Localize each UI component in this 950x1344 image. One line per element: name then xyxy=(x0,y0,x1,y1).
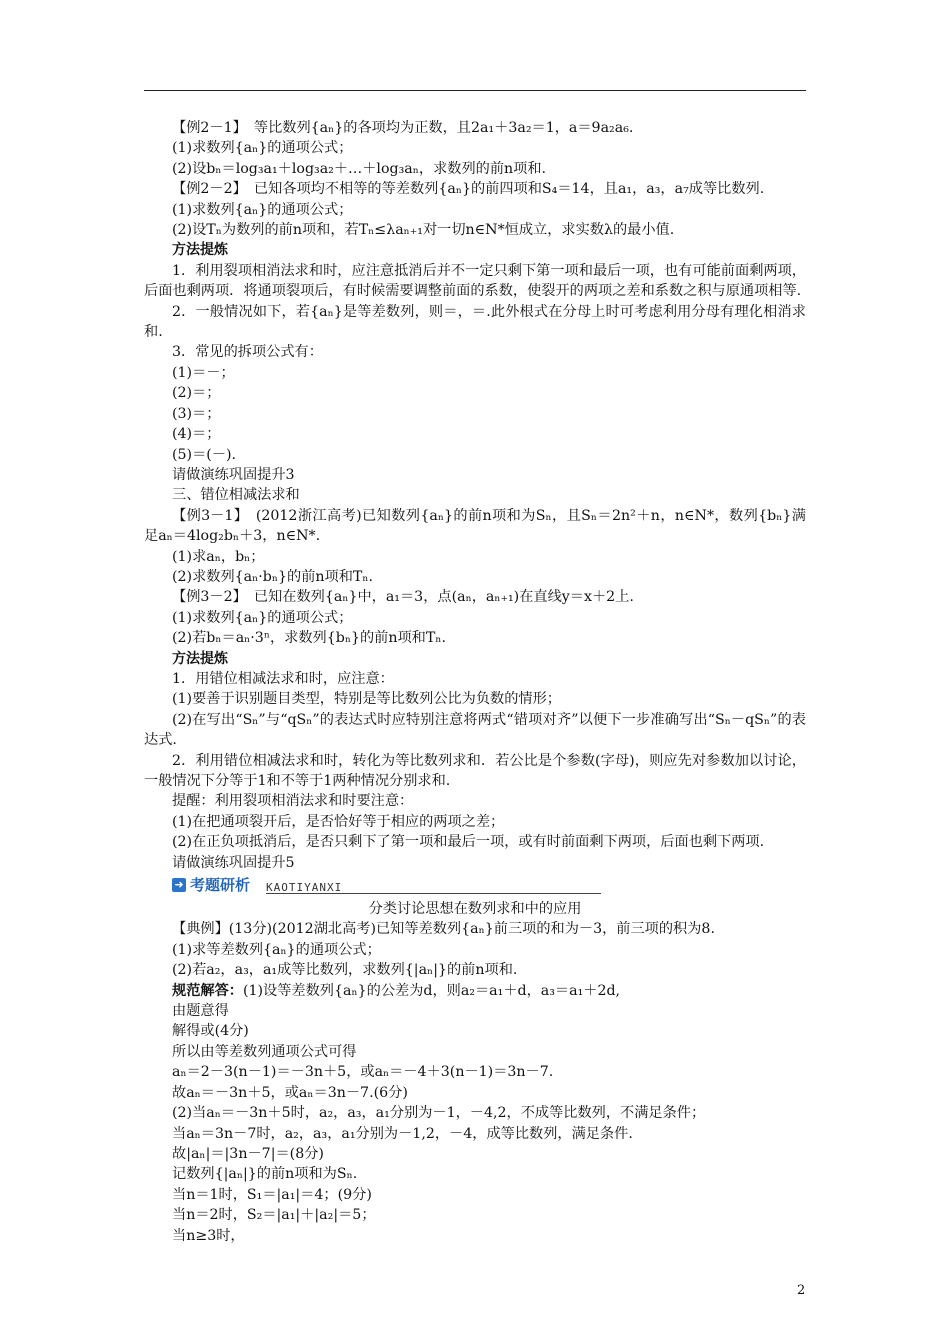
text-line: (5)＝(－). xyxy=(172,446,237,463)
banner-pinyin: KAOTIYANXI xyxy=(266,881,343,895)
text-line: (2)若bₙ＝aₙ·3ⁿ，求数列{bₙ}的前n项和Tₙ. xyxy=(172,630,446,647)
text-line: (1)在把通项裂开后，是否恰好等于相应的两项之差； xyxy=(172,813,505,830)
document-body xyxy=(144,118,806,1246)
text-line: 请做演练巩固提升5 xyxy=(172,854,295,871)
text-line: 2．一般情况如下，若{aₙ}是等差数列，则＝，＝.此外根式在分母上时可考虑利用分母有理化相消求和. xyxy=(144,303,806,341)
text-line: 1．利用裂项相消法求和时，应注意抵消后并不一定只剩下第一项和最后一项，也有可能前面剩两项，后面也剩两项．将通项裂项后，有时候需要调整前面的系数，使裂开的两项之差和系数之积与原通项相等. xyxy=(144,262,806,300)
text-line: 所以由等差数列通项公式可得 xyxy=(172,1043,357,1060)
answer-label: 规范解答： xyxy=(172,982,243,999)
text-line: (2)在写出“Sₙ”与“qSₙ”的表达式时应特别注意将两式“错项对齐”以便下一步准确写出“Sₙ－qSₙ”的表达式. xyxy=(144,711,806,749)
text-line: 故aₙ＝－3n＋5，或aₙ＝3n－7.(6分) xyxy=(172,1084,408,1101)
text-line: 【例3－1】 (2012浙江高考)已知数列{aₙ}的前n项和为Sₙ，且Sₙ＝2n²＋n，n∈N*，数列{bₙ}满足aₙ＝4log₂bₙ＋3，n∈N*. xyxy=(144,507,806,545)
text-line: (2)在正负项抵消后，是否只剩下了第一项和最后一项，或有时前面剩下两项，后面也剩下两项. xyxy=(172,834,765,851)
text-line: 当n＝1时，S₁＝|a₁|＝4；(9分) xyxy=(172,1186,372,1203)
text-line: 由题意得 xyxy=(172,1003,229,1020)
text-line: (2)求数列{aₙ·bₙ}的前n项和Tₙ. xyxy=(172,568,374,585)
text-line: (3)＝； xyxy=(172,405,221,422)
text-line: (2)＝； xyxy=(172,385,221,402)
text-line: (1)求aₙ，bₙ； xyxy=(172,548,265,565)
text-line: (2)当aₙ＝－3n＋5时，a₂，a₃，a₁分别为－1，－4,2，不成等比数列，不满足条件； xyxy=(172,1105,706,1122)
text-line: 解得或(4分) xyxy=(172,1023,249,1040)
text-line: (1)求数列{aₙ}的通项公式； xyxy=(172,201,353,218)
text-line: 当n＝2时，S₂＝|a₁|＋|a₂|＝5； xyxy=(172,1207,376,1224)
section-heading: 方法提炼 xyxy=(172,242,228,259)
text-line: 1．用错位相减法求和时，应注意： xyxy=(172,670,394,687)
text-line: 3．常见的拆项公式有： xyxy=(172,344,323,361)
text-line: 分类讨论思想在数列求和中的应用 xyxy=(368,901,582,918)
text-line: 故|aₙ|＝|3n－7|＝(8分) xyxy=(172,1145,324,1162)
text-line: 当aₙ＝3n－7时，a₂，a₃，a₁分别为－1,2，－4，成等比数列，满足条件. xyxy=(172,1125,633,1142)
text-line: 提醒：利用裂项相消法求和时要注意： xyxy=(172,793,414,810)
text-line: (2)设Tₙ为数列的前n项和，若Tₙ≤λaₙ₊₁对一切n∈N*恒成立，求实数λ的最小值. xyxy=(172,222,675,239)
arrow-icon: ➜ xyxy=(172,878,186,892)
text-line: 规范解答：(1)设等差数列{aₙ}的公差为d，则a₂＝a₁＋d，a₃＝a₁＋2d, xyxy=(172,982,621,999)
header-rule xyxy=(144,90,806,91)
text-line: 【例2－2】 已知各项均不相等的等差数列{aₙ}的前四项和S₄＝14，且a₁，a₃，a₇成等比数列. xyxy=(172,181,765,198)
text-line: 当n≥3时， xyxy=(172,1227,245,1244)
text-line: (4)＝； xyxy=(172,426,221,443)
text-line: aₙ＝2－3(n－1)＝－3n＋5，或aₙ＝－4＋3(n－1)＝3n－7. xyxy=(172,1064,554,1081)
banner-underline xyxy=(266,893,601,894)
text-line: (1)＝－； xyxy=(172,364,235,381)
text-line: (2)若a₂，a₃，a₁成等比数列，求数列{|aₙ|}的前n项和. xyxy=(172,962,518,979)
section-banner xyxy=(172,875,632,897)
text-line: (2)设bₙ＝log₃a₁＋log₃a₂＋…＋log₃aₙ，求数列的前n项和. xyxy=(172,160,547,177)
text-line: 【典例】(13分)(2012湖北高考)已知等差数列{aₙ}前三项的和为－3，前三项的积为8. xyxy=(172,921,715,938)
banner-title: 考题研析 xyxy=(190,876,251,895)
text-line: (1)求数列{aₙ}的通项公式； xyxy=(172,140,353,157)
text-line: 请做演练巩固提升3 xyxy=(172,466,295,483)
section-heading: 方法提炼 xyxy=(172,650,228,667)
text-line: (1)求数列{aₙ}的通项公式； xyxy=(172,609,353,626)
text-line: 三、错位相减法求和 xyxy=(172,487,300,504)
text-line: 记数列{|aₙ|}的前n项和为Sₙ. xyxy=(172,1166,358,1183)
text-line: 【例2－1】 等比数列{aₙ}的各项均为正数，且2a₁＋3a₂＝1，a＝9a₂a₆. xyxy=(172,120,634,136)
text-line: (1)求等差数列{aₙ}的通项公式； xyxy=(172,941,381,958)
text-line: (1)要善于识别题目类型，特别是等比数列公比为负数的情形； xyxy=(172,691,561,708)
text-line: 2．利用错位相减法求和时，转化为等比数列求和．若公比是个参数(字母)，则应先对参数加以讨论，一般情况下分等于1和不等于1两种情况分别求和. xyxy=(144,752,806,789)
page-number: 2 xyxy=(797,1283,806,1298)
text-line: 【例3－2】 已知在数列{aₙ}中，a₁＝3，点(aₙ，aₙ₊₁)在直线y＝x＋2上. xyxy=(172,589,634,606)
